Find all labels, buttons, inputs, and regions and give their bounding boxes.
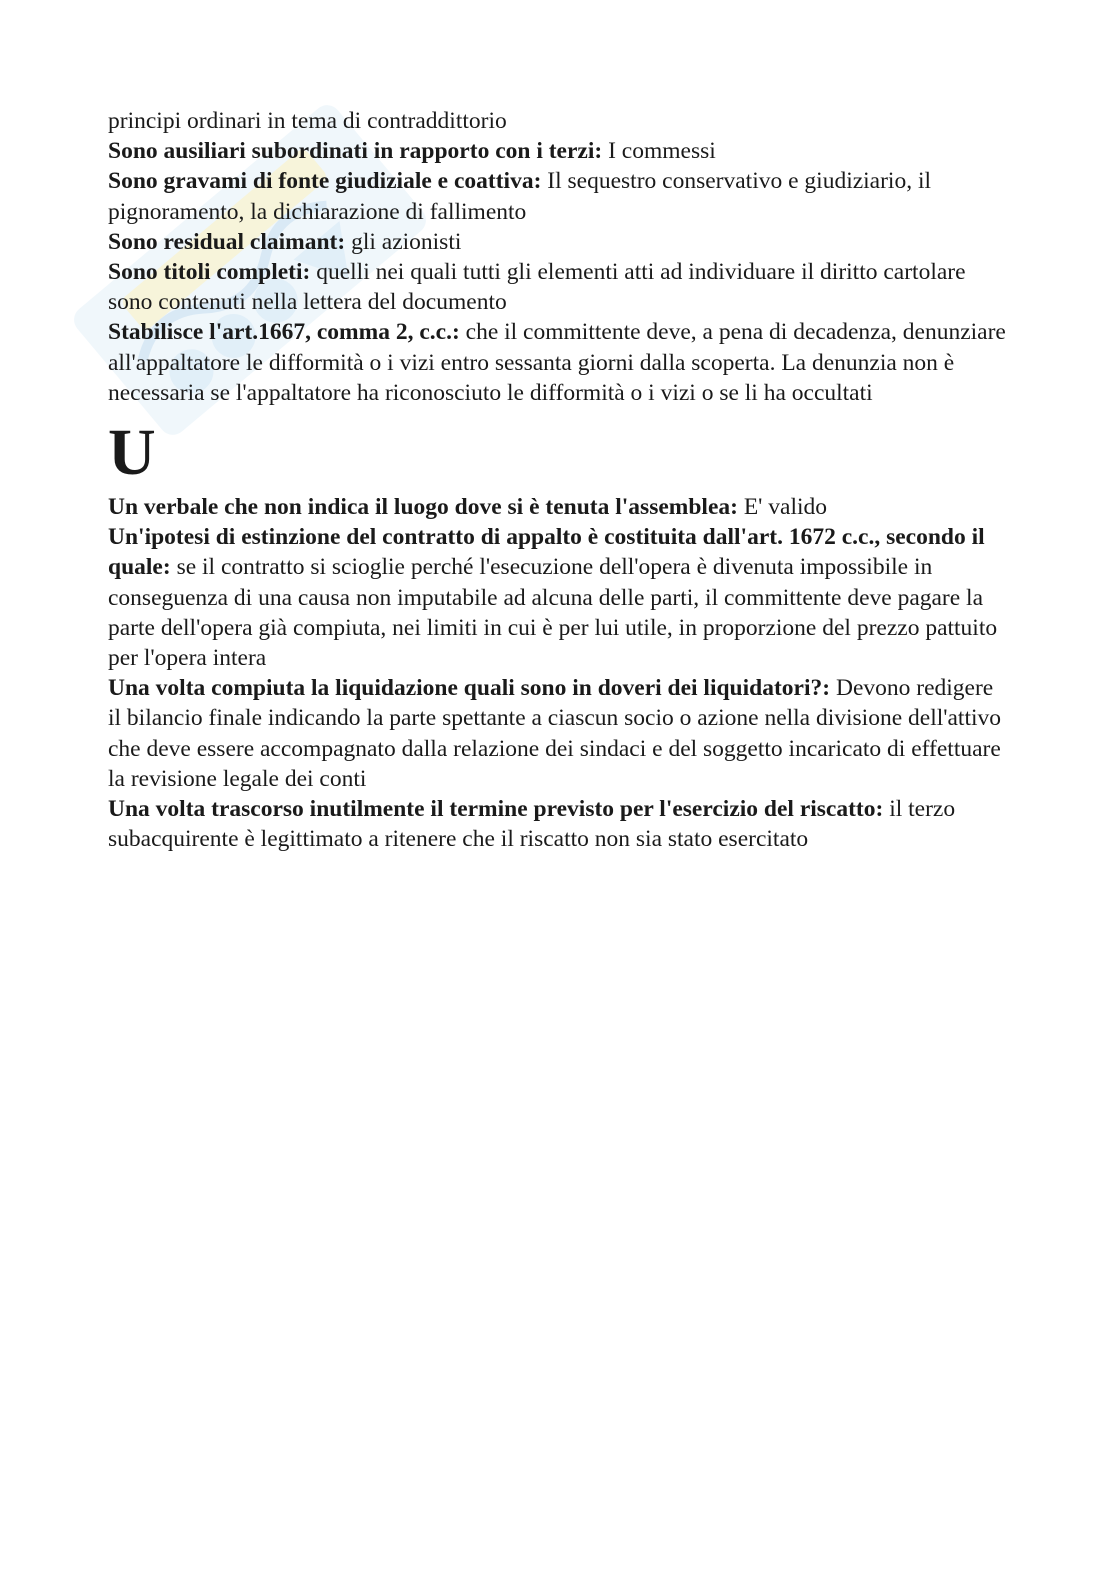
entry-definition: gli azionisti [351,228,462,255]
entry-definition: quelli nei quali tutti gli elementi atti ad individuare il diritto cartolare sono contenuti nella lettera del documento [108,259,966,316]
entry-term: Sono gravami di fonte giudiziale e coattiva: [108,168,542,195]
list-item [108,794,1008,854]
entry-definition: che il committente deve, a pena di decadenza, denunziare all'appaltatore le difformità o i vizi entro sessanta giorni dalla scoperta. La denunzia non è necessaria se l'appaltatore ha riconosciuto le difformità o i vizi o se li ha occultati [108,319,1006,406]
entry-definition: principi ordinari in tema di contraddittorio [108,108,507,134]
list-item [108,492,1008,522]
entry-definition: I commessi [608,138,716,165]
entry-term: Stabilisce l'art.1667, comma 2, c.c.: [108,319,460,346]
list-item [108,257,1008,317]
entry-definition: Il sequestro conservativo e giudiziario, il pignoramento, la dichiarazione di fallimento [108,168,932,225]
entry-definition: il terzo subacquirente è legittimato a ritenere che il riscatto non sia stato esercitato [108,796,956,853]
section-letter-heading: U [108,416,156,490]
entry-term: Un verbale che non indica il luogo dove si è tenuta l'assemblea: [108,494,738,521]
entry-term: Sono titoli completi: [108,259,311,286]
entry-definition: se il contratto si scioglie perché l'esecuzione dell'opera è divenuta impossibile in conseguenza di una causa non imputabile ad alcuna delle parti, il committente deve pagare la parte dell'opera già compiuta, nei limiti in cui è per lui utile, in proporzione del prezzo pattuito per l'opera intera [108,554,998,672]
document-body [108,106,1008,854]
list-item [108,166,1008,226]
entry-term: Sono ausiliari subordinati in rapporto con i terzi: [108,138,603,165]
entry-term: Sono residual claimant: [108,228,346,255]
list-item [108,136,1008,166]
list-item [108,673,1008,794]
list-item [108,227,1008,257]
entry-term: Una volta compiuta la liquidazione quali sono in doveri dei liquidatori?: [108,675,831,702]
entry-term: Un'ipotesi di estinzione del contratto di appalto è costituita dall'art. 1672 c.c., secondo il quale: [108,524,985,581]
entry-definition: E' valido [743,494,828,521]
entry-term: Una volta trascorso inutilmente il termine previsto per l'esercizio del riscatto: [108,796,884,823]
list-item [108,522,1008,673]
list-item [108,317,1008,408]
list-item [108,106,1008,136]
entry-definition: Devono redigere il bilancio finale indicando la parte spettante a ciascun socio o azione nella divisione dell'attivo che deve essere accompagnato dalla relazione dei sindaci e del soggetto incaricato di effettuare la revisione legale dei conti [108,675,1002,792]
